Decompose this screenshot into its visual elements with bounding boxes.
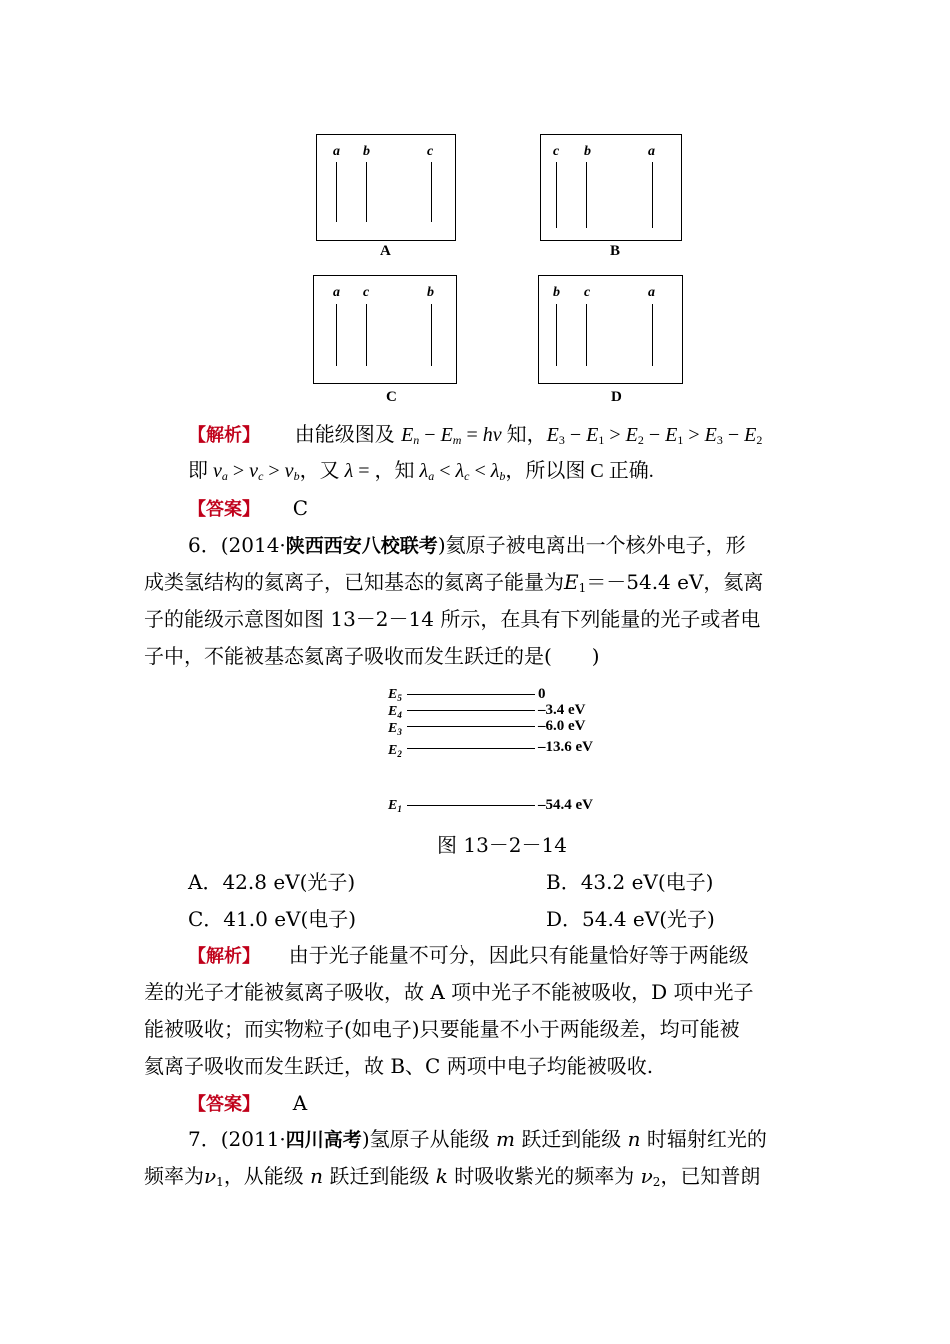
stem-text: 氦原子被电离出一个核外电子，形 [445,533,746,557]
q6-stem-line2: 成类氢结构的氦离子，已知基态的氦离子能量为$E_1=-54.4$ eV，氦离 [144,570,764,595]
line-label: c [553,144,560,159]
level-value: –13.6 eV [538,739,593,755]
q6-analysis-line2: 差的光子才能被氦离子吸收，故 A 项中光子不能被吸收，D 项中光子 [144,980,754,1004]
analysis-text: 由能级图及 [294,422,395,446]
stem-text: 时吸收紫光的频率为 [454,1164,635,1188]
var-k: k [435,1164,448,1188]
answer-value: A [292,1091,308,1115]
source-close: ) [361,1127,370,1151]
line-label: b [363,144,370,159]
line-label: a [648,285,655,300]
question-source: 四川高考 [285,1129,362,1151]
source-close: ) [437,533,446,557]
diagram-caption: 图 13－2－14 [437,833,567,857]
stem-text: 氢原子从能级 [369,1127,490,1151]
stem-text: 跃迁到能级 [521,1127,622,1151]
line-label: a [333,285,340,300]
panel-caption: D [611,389,622,405]
stem-text: 跃迁到能级 [329,1164,430,1188]
line-label: b [584,144,591,159]
q7-stem-line1 [188,1125,767,1154]
panel-caption: C [386,389,397,405]
source-open: (2011· [220,1127,286,1151]
stem-text: 频率为 [144,1164,204,1188]
question-source: 陕西西安八校联考 [285,535,438,557]
answer-value: C [292,496,309,520]
line-label: b [553,285,560,300]
level-label-e1: $E_1$ [388,798,402,814]
level-value: –54.4 eV [538,797,593,813]
q6-stem-line4: 子中，不能被基态氦离子吸收而发生跃迁的是( ) [144,644,600,668]
analysis-tag: 【解析】 [188,946,260,967]
q6-analysis-line3: 能被吸收；而实物粒子(如电子)只要能量不小于两能级差，均可能被 [144,1017,740,1041]
q5-answer [188,494,308,524]
q6-analysis-line1 [188,941,749,971]
option-c: C．41.0 eV(电子) [188,907,357,931]
line-label: c [427,144,434,159]
analysis-tag: 【解析】 [188,425,260,446]
line-label: c [363,285,370,300]
panel-caption: B [610,243,621,259]
stem-text: ，已知普朗 [660,1164,761,1188]
question-number: 6． [188,533,221,557]
level-value: 0 [538,686,546,702]
level-label-e3: $E_3$ [388,721,402,737]
stem-text: 时辐射红光的 [646,1127,767,1151]
stem-text: ，从能级 [223,1164,304,1188]
analysis-text: 由于光子能量不可分，因此只有能量恰好等于两能级 [288,943,749,967]
stem-text: 成类氢结构的氦离子，已知基态的氦离子能量为 [144,570,564,594]
line-label: b [427,285,434,300]
level-label-e4: $E_4$ [388,704,402,720]
level-label-e5: $E_5$ [388,687,402,703]
level-value: –6.0 eV [538,718,586,734]
line-label: a [648,144,655,159]
question-number: 7． [188,1127,221,1151]
level-value: –3.4 eV [538,702,586,718]
q6-answer [188,1089,307,1119]
q6-analysis-line4: 氦离子吸收而发生跃迁，故 B、C 两项中电子均能被吸收. [144,1054,654,1078]
level-label-e2: $E_2$ [388,743,402,759]
q5-analysis-line1: 【解析】 由能级图及 $E_n - E_m = h\nu$ 知，$E_3 - E_1 > E_2 - E_1 > E_3 - E_2$ [188,422,763,447]
answer-tag: 【答案】 [188,499,260,520]
var-m: m [495,1127,515,1151]
q7-stem-line2: 频率为$\nu_1$，从能级 n 跃迁到能级 k 时吸收紫光的频率为 $\nu_2$，已知普朗 [144,1164,761,1189]
option-a: A．42.8 eV(光子) [188,870,356,894]
answer-tag: 【答案】 [188,1094,260,1115]
stem-text: ＝－54.4 eV，氦离 [586,570,764,594]
var-n: n [310,1164,324,1188]
q5-analysis-line2: 即 $\nu_a > \nu_c > \nu_b$，又 λ = ，知 $\lambda_a < \lambda_c < \lambda_b$，所以图 C 正确. [188,460,654,483]
option-b: B．43.2 eV(电子) [546,870,714,894]
q6-stem-line3: 子的能级示意图如图 13－2－14 所示，在具有下列能量的光子或者电 [144,607,761,631]
line-label: c [584,285,591,300]
q6-stem-line1 [188,531,746,560]
option-d: D．54.4 eV(光子) [546,907,715,931]
source-open: (2014· [220,533,286,557]
line-label: a [333,144,340,159]
var-n: n [627,1127,641,1151]
panel-caption: A [380,243,391,259]
